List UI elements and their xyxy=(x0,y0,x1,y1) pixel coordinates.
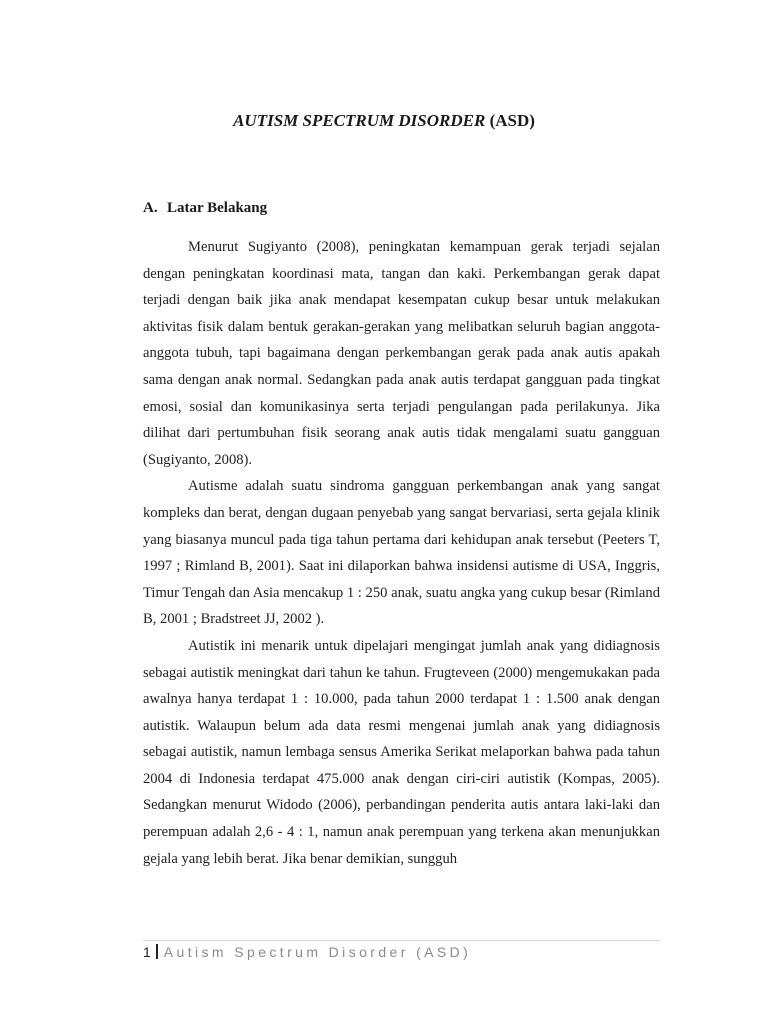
paragraph-3: Autistik ini menarik untuk dipelajari mengingat jumlah anak yang didiagnosis sebagai autistik meningkat dari tahun ke tahun. Frugteveen (2000) mengemukakan pada awalnya hanya terdapat 1 : 10.000, pada tahun 2000 terdapat 1 : 1.500 anak dengan autistik. Walaupun belum ada data resmi mengenai jumlah anak yang didiagnosis sebagai autistik, namun lembaga sensus Amerika Serikat melaporkan bahwa pada tahun 2004 di Indonesia terdapat 475.000 anak dengan ciri-ciri autistik (Kompas, 2005). Sedangkan menurut Widodo (2006), perbandingan penderita autis antara laki-laki dan perempuan adalah 2,6 - 4 : 1, namun anak perempuan yang terkena akan menunjukkan gejala yang lebih berat. Jika benar demikian, sungguh xyxy=(143,637,660,867)
document-title xyxy=(0,110,768,132)
section-title: Latar Belakang xyxy=(167,200,268,216)
footer-divider xyxy=(143,940,660,941)
page-footer xyxy=(143,942,471,962)
page-number: 1 xyxy=(143,944,151,960)
section-heading xyxy=(143,198,267,218)
paragraph-2: Autisme adalah suatu sindroma gangguan perkembangan anak yang sangat kompleks dan berat, dengan dugaan penyebab yang sangat bervariasi, serta gejala klinik yang biasanya muncul pada tiga tahun pertama dari kehidupan anak tersebut (Peeters T, 1997 ; Rimland B, 2001). Saat ini dilaporkan bahwa insidensi autisme di USA, Inggris, Timur Tengah dan Asia mencakup 1 : 250 anak, suatu angka yang cukup besar (Rimland B, 2001 ; Bradstreet JJ, 2002 ). xyxy=(143,478,660,628)
body-text xyxy=(143,234,660,872)
footer-separator xyxy=(156,944,158,959)
title-suffix: (ASD) xyxy=(485,111,535,130)
section-number: A. xyxy=(143,200,158,216)
title-main: AUTISM SPECTRUM DISORDER xyxy=(233,111,486,130)
paragraph-1: Menurut Sugiyanto (2008), peningkatan kemampuan gerak terjadi sejalan dengan peningkatan koordinasi mata, tangan dan kaki. Perkembangan gerak dapat terjadi dengan baik jika anak mendapat kesempatan cukup besar untuk melakukan aktivitas fisik dalam bentuk gerakan-gerakan yang melibatkan seluruh bagian anggota-anggota tubuh, tapi bagaimana dengan perkembangan gerak pada anak autis apakah sama dengan anak normal. Sedangkan pada anak autis terdapat gangguan pada tingkat emosi, sosial dan komunikasinya serta terjadi pengulangan pada perilakunya. Jika dilihat dari pertumbuhan fisik seorang anak autis tidak mengalami suatu gangguan (Sugiyanto, 2008). xyxy=(143,239,660,468)
running-title: Autism Spectrum Disorder (ASD) xyxy=(163,944,472,960)
